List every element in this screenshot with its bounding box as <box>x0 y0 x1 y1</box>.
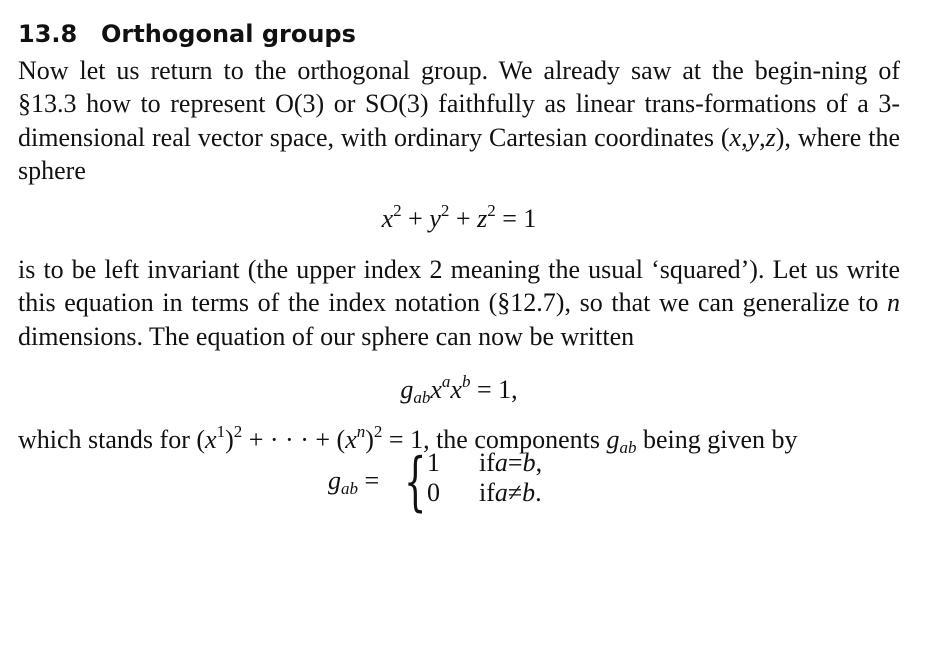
paragraph-2-text-a: is to be left invariant (the upper index 2 meaning the usual ‘squared’). Let us write this equation in terms of the index notation (§12.7), so that we can generalize to <box>18 255 900 318</box>
case-1-a: a <box>494 448 508 478</box>
p3-paren: ) <box>225 425 234 455</box>
var-n: n <box>887 288 900 318</box>
comma: , <box>759 122 766 152</box>
eq2-rhs: = 1, <box>470 375 518 405</box>
equation-metric-cases <box>18 445 900 526</box>
eq2-x-a: x <box>430 375 442 405</box>
p3-sq-1: 2 <box>233 422 243 442</box>
p3-g: g <box>606 425 620 455</box>
case-1-if: if <box>479 448 495 478</box>
eq1-equals: = <box>495 204 524 234</box>
p3-sup-n: n <box>356 422 366 442</box>
paragraph-3-text-c: being given by <box>636 425 798 455</box>
eq2-x-b: x <box>450 375 462 405</box>
case-2-if: if <box>479 478 495 508</box>
eq2-sup-b: b <box>461 372 471 392</box>
comma: , <box>741 122 748 152</box>
eq2-sup-a: a <box>441 372 451 392</box>
equation-index-notation <box>18 353 900 423</box>
eq2-g: g <box>400 375 414 405</box>
eq1-exp-y: 2 <box>440 201 450 221</box>
eq3-sub-ab: ab <box>341 479 358 499</box>
cases-lhs <box>328 466 380 499</box>
paragraph-1-text-b: ), where the sphere <box>18 122 901 185</box>
case-1-condition <box>479 448 542 478</box>
eq1-plus: + <box>401 204 430 234</box>
var-y: y <box>747 122 760 152</box>
case-1-end: , <box>535 448 543 478</box>
section-title: Orthogonal groups <box>101 20 356 48</box>
eq3-equals: = <box>358 466 380 496</box>
p3-sub-ab: ab <box>619 438 637 458</box>
case-2-condition <box>479 478 542 508</box>
eq3-g: g <box>328 466 341 496</box>
case-2-b: b <box>522 478 536 508</box>
var-x: x <box>729 122 742 152</box>
paragraph-1-text-a: Now let us return to the orthogonal group. We already saw at the begin-ning of §13.3 how to represent O(3) or SO(3) faithfully as linear trans-formations of a 3-dimensional real vector space, with ordinary Cartesian coordinates ( <box>18 56 900 152</box>
eq1-z: z <box>477 204 488 234</box>
var-z: z <box>765 122 776 152</box>
case-1-value: 1 <box>427 448 440 478</box>
paragraph-2 <box>18 253 900 353</box>
paragraph-2-text-b: dimensions. The equation of our sphere can now be written <box>18 321 635 351</box>
eq1-y: y <box>429 204 441 234</box>
case-2-a: a <box>494 478 508 508</box>
paragraph-3-text-b: = 1, the components <box>382 425 607 455</box>
eq2-sub-ab: ab <box>413 388 431 408</box>
p3-dots: + · · · + ( <box>242 425 346 455</box>
p3-x1: x <box>205 425 217 455</box>
section-number: 13.8 <box>18 20 78 48</box>
eq1-exp-z: 2 <box>487 201 496 221</box>
cases-brace: { <box>404 445 427 520</box>
eq1-plus: + <box>449 204 478 234</box>
case-1-b: b <box>522 448 536 478</box>
paragraph-1 <box>18 54 900 187</box>
p3-paren-2: ) <box>365 425 374 455</box>
case-2-rel: ≠ <box>507 478 523 508</box>
section-heading <box>18 14 900 54</box>
case-1-rel: = <box>507 448 523 478</box>
paragraph-3 <box>18 423 900 456</box>
eq1-x: x <box>381 204 394 234</box>
case-2-value: 0 <box>427 478 440 508</box>
case-2-end: . <box>535 478 542 508</box>
p3-sq-2: 2 <box>373 422 383 442</box>
p3-sup-1: 1 <box>216 422 226 442</box>
paragraph-3-text-a: which stands for ( <box>18 425 206 455</box>
eq1-exp-x: 2 <box>393 201 402 221</box>
eq1-rhs: 1 <box>523 204 537 234</box>
p3-xn: x <box>345 425 357 455</box>
equation-sphere <box>18 187 900 253</box>
page-content <box>18 14 900 526</box>
